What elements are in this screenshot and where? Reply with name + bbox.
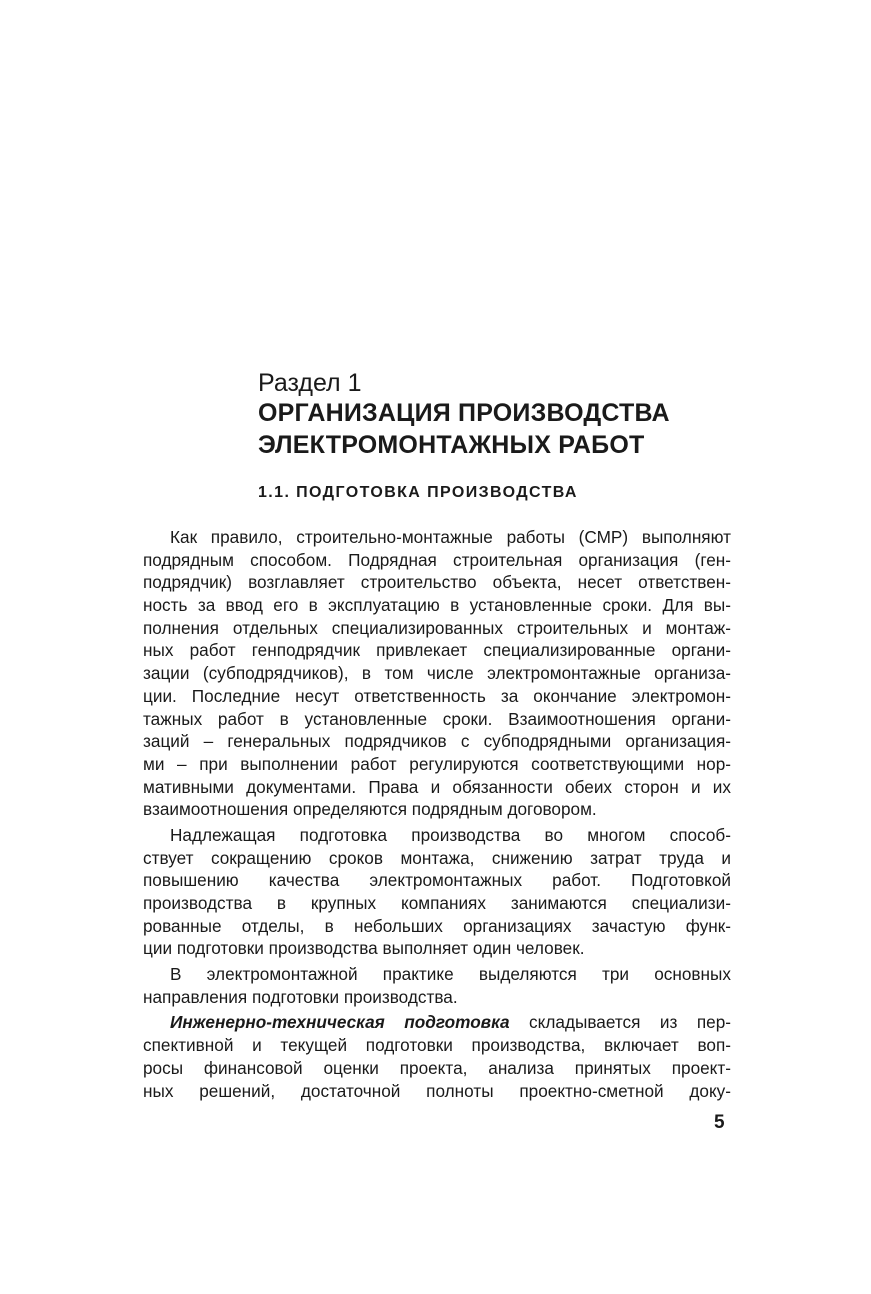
text-line: В электромонтажной практике выделяются три основных bbox=[170, 964, 731, 985]
chapter-title bbox=[258, 397, 670, 461]
text-line: тажных работ в установленные сроки. Взаимоотношения органи- bbox=[143, 708, 731, 729]
text-line: производства в крупных компаниях занимаются специализи- bbox=[143, 893, 731, 913]
body-text bbox=[143, 526, 731, 1102]
text-line: зации (субподрядчиков), в том числе электромонтажные организа- bbox=[143, 663, 731, 684]
text-line: взаимоотношения определяются подрядным договором. bbox=[143, 799, 597, 820]
paragraph-3 bbox=[143, 963, 731, 1008]
text-line: ции подготовки производства выполняет один человек. bbox=[143, 938, 585, 959]
text-line: мативными документами. Права и обязанности обеих сторон и их bbox=[143, 776, 731, 797]
text-line: ствует сокращению сроков монтажа, снижению затрат труда и bbox=[143, 847, 731, 868]
section-label: Раздел 1 bbox=[258, 369, 362, 397]
text-run: складывается из пер- bbox=[509, 1012, 731, 1033]
text-line: росы финансовой оценки проекта, анализа принятых проект- bbox=[143, 1057, 731, 1078]
subsection-title: 1.1. ПОДГОТОВКА ПРОИЗВОДСТВА bbox=[258, 484, 578, 501]
text-line: спективной и текущей подготовки производства, включает воп- bbox=[143, 1035, 731, 1056]
chapter-title-line-2: ЭЛЕКТРОМОНТАЖНЫХ РАБОТ bbox=[258, 431, 645, 459]
paragraph-2 bbox=[143, 824, 731, 960]
text-line: подрядным способом. Подрядная строительная организация (ген- bbox=[143, 549, 731, 570]
text-line: направления подготовки производства. bbox=[143, 986, 458, 1007]
text-line: Надлежащая подготовка производства во многом способ- bbox=[170, 824, 731, 845]
text-line: ми – при выполнении работ регулируются соответствующими нор- bbox=[143, 753, 731, 774]
paragraph-1 bbox=[143, 526, 731, 821]
defined-term: Инженерно-техническая подготовка bbox=[170, 1012, 510, 1033]
chapter-title-line-1: ОРГАНИЗАЦИЯ ПРОИЗВОДСТВА bbox=[258, 399, 670, 427]
paragraph-4 bbox=[143, 1011, 731, 1102]
text-line: полнения отдельных специализированных строительных и монтаж- bbox=[143, 617, 731, 638]
page-number: 5 bbox=[714, 1112, 725, 1133]
text-line: повышению качества электромонтажных работ. Подготовкой bbox=[143, 870, 731, 891]
text-line: Как правило, строительно-монтажные работы (СМР) выполняют bbox=[170, 527, 731, 547]
text-line bbox=[143, 1011, 731, 1034]
text-line: рованные отделы, в небольших организациях зачастую функ- bbox=[143, 915, 731, 936]
text-line: ных работ генподрядчик привлекает специализированные органи- bbox=[143, 640, 731, 661]
text-line: ных решений, достаточной полноты проектно-сметной доку- bbox=[143, 1080, 731, 1101]
text-line: ность за ввод его в эксплуатацию в установленные сроки. Для вы- bbox=[143, 595, 731, 616]
text-line: подрядчик) возглавляет строительство объекта, несет ответствен- bbox=[143, 572, 731, 593]
text-line: ции. Последние несут ответственность за окончание электромон- bbox=[143, 685, 731, 706]
text-line: заций – генеральных подрядчиков с субподрядными организация- bbox=[143, 731, 731, 752]
